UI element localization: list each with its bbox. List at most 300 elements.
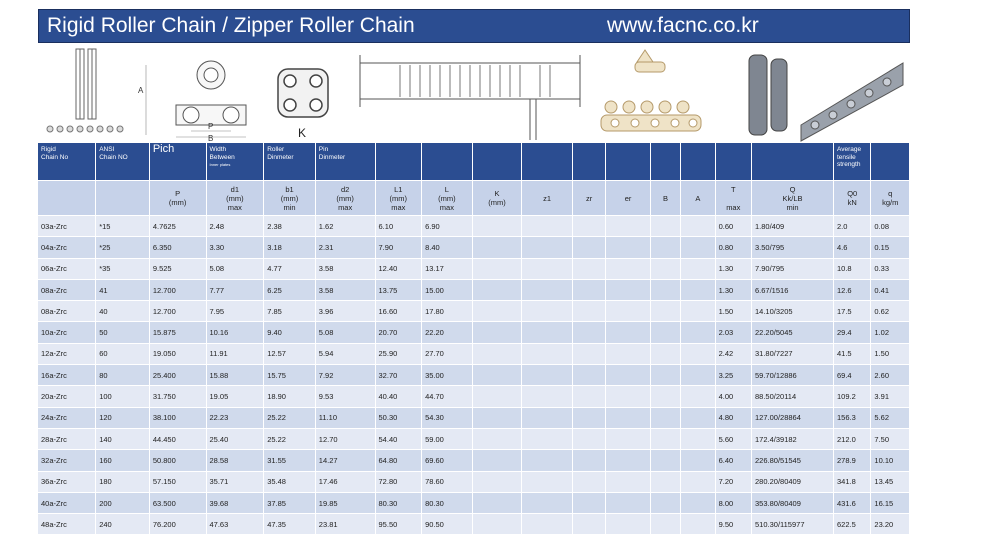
table-cell bbox=[606, 407, 651, 428]
table-cell: 278.9 bbox=[833, 450, 870, 471]
table-cell bbox=[522, 322, 573, 343]
table-cell: 69.4 bbox=[833, 365, 870, 386]
table-cell bbox=[606, 343, 651, 364]
table-cell: 28a-Zrc bbox=[38, 428, 96, 449]
table-cell: 0.41 bbox=[871, 279, 910, 300]
table-cell bbox=[572, 386, 605, 407]
table-cell: 13.17 bbox=[422, 258, 473, 279]
table-cell: 0.62 bbox=[871, 301, 910, 322]
header-unit-cell: zr bbox=[572, 181, 605, 216]
table-cell: 22.20 bbox=[422, 322, 473, 343]
table-cell: 2.60 bbox=[871, 365, 910, 386]
table-cell: 80.30 bbox=[422, 492, 473, 513]
header-cell: Pin Dinmeter bbox=[315, 143, 375, 181]
table-cell: 15.88 bbox=[206, 365, 264, 386]
table-cell: 0.80 bbox=[715, 237, 751, 258]
table-cell: 19.85 bbox=[315, 492, 375, 513]
table-cell bbox=[522, 471, 573, 492]
table-cell: 226.80/51545 bbox=[752, 450, 834, 471]
header-unit-cell: d1 (mm) max bbox=[206, 181, 264, 216]
header-cell bbox=[650, 143, 680, 181]
table-row bbox=[38, 386, 910, 407]
table-cell: 13.45 bbox=[871, 471, 910, 492]
table-cell: 1.50 bbox=[715, 301, 751, 322]
header-unit-cell: q kg/m bbox=[871, 181, 910, 216]
table-cell: 7.50 bbox=[871, 428, 910, 449]
table-cell bbox=[572, 279, 605, 300]
table-cell bbox=[522, 492, 573, 513]
table-row bbox=[38, 365, 910, 386]
table-cell: 32.70 bbox=[375, 365, 422, 386]
table-cell: 23.20 bbox=[871, 514, 910, 535]
table-cell bbox=[572, 407, 605, 428]
k-link-diagram bbox=[274, 45, 334, 142]
table-cell: 9.525 bbox=[149, 258, 206, 279]
table-row bbox=[38, 492, 910, 513]
table-cell: 37.85 bbox=[264, 492, 316, 513]
table-cell: 2.48 bbox=[206, 216, 264, 237]
table-cell: 172.4/39182 bbox=[752, 428, 834, 449]
table-cell: 2.42 bbox=[715, 343, 751, 364]
header-cell: Roller Dinmeter bbox=[264, 143, 316, 181]
table-cell: 10.16 bbox=[206, 322, 264, 343]
table-cell bbox=[572, 428, 605, 449]
table-cell: 15.75 bbox=[264, 365, 316, 386]
table-cell: 622.5 bbox=[833, 514, 870, 535]
table-cell bbox=[472, 322, 522, 343]
table-cell bbox=[681, 407, 715, 428]
table-cell: 19.05 bbox=[206, 386, 264, 407]
header-unit-cell bbox=[96, 181, 150, 216]
title-bar bbox=[38, 9, 910, 43]
table-cell: 50 bbox=[96, 322, 150, 343]
table-cell: 7.90/795 bbox=[752, 258, 834, 279]
header-cell bbox=[572, 143, 605, 181]
table-cell bbox=[472, 237, 522, 258]
table-cell: 40.40 bbox=[375, 386, 422, 407]
table-cell bbox=[681, 450, 715, 471]
table-cell: *25 bbox=[96, 237, 150, 258]
table-cell bbox=[472, 492, 522, 513]
table-cell: 6.67/1516 bbox=[752, 279, 834, 300]
table-cell: 44.70 bbox=[422, 386, 473, 407]
table-row bbox=[38, 216, 910, 237]
table-cell bbox=[472, 279, 522, 300]
table-cell: 60 bbox=[96, 343, 150, 364]
table-cell bbox=[650, 279, 680, 300]
header-unit-cell: b1 (mm) min bbox=[264, 181, 316, 216]
svg-text:B: B bbox=[208, 134, 214, 142]
header-unit-cell: L (mm) max bbox=[422, 181, 473, 216]
table-cell: 200 bbox=[96, 492, 150, 513]
header-unit-cell: Q0 kN bbox=[833, 181, 870, 216]
table-cell: 59.00 bbox=[422, 428, 473, 449]
table-row bbox=[38, 301, 910, 322]
table-cell: 22.23 bbox=[206, 407, 264, 428]
table-cell bbox=[681, 322, 715, 343]
table-cell: 04a-Zrc bbox=[38, 237, 96, 258]
table-cell bbox=[606, 216, 651, 237]
table-cell: 127.00/28864 bbox=[752, 407, 834, 428]
table-cell: 140 bbox=[96, 428, 150, 449]
header-cell bbox=[681, 143, 715, 181]
table-cell bbox=[606, 492, 651, 513]
table-cell: 0.15 bbox=[871, 237, 910, 258]
table-cell: 59.70/12886 bbox=[752, 365, 834, 386]
table-cell: 12.70 bbox=[315, 428, 375, 449]
table-cell: 25.40 bbox=[206, 428, 264, 449]
table-cell bbox=[522, 386, 573, 407]
table-cell: 50.30 bbox=[375, 407, 422, 428]
table-cell bbox=[606, 514, 651, 535]
table-cell bbox=[681, 365, 715, 386]
table-cell bbox=[572, 343, 605, 364]
table-cell: 4.6 bbox=[833, 237, 870, 258]
table-cell: 32a-Zrc bbox=[38, 450, 96, 471]
header-unit-cell: T max bbox=[715, 181, 751, 216]
table-cell bbox=[650, 237, 680, 258]
table-cell bbox=[522, 450, 573, 471]
table-cell: 24a-Zrc bbox=[38, 407, 96, 428]
table-cell: 06a-Zrc bbox=[38, 258, 96, 279]
table-row bbox=[38, 258, 910, 279]
table-cell bbox=[650, 301, 680, 322]
header-unit-cell: z1 bbox=[522, 181, 573, 216]
header-cell bbox=[871, 143, 910, 181]
table-cell bbox=[681, 258, 715, 279]
table-cell: 341.8 bbox=[833, 471, 870, 492]
header-cell bbox=[606, 143, 651, 181]
table-cell: 47.63 bbox=[206, 514, 264, 535]
table-cell: 6.25 bbox=[264, 279, 316, 300]
table-cell: 20.70 bbox=[375, 322, 422, 343]
table-cell: 8.40 bbox=[422, 237, 473, 258]
table-cell: 03a-Zrc bbox=[38, 216, 96, 237]
header-cell bbox=[422, 143, 473, 181]
table-cell bbox=[650, 471, 680, 492]
site-url[interactable]: www.facnc.co.kr bbox=[607, 14, 759, 37]
table-cell: 12.40 bbox=[375, 258, 422, 279]
table-cell: 15.875 bbox=[149, 322, 206, 343]
header-cell: Pich bbox=[149, 143, 206, 181]
table-cell bbox=[472, 514, 522, 535]
diagram-strip bbox=[38, 45, 910, 143]
table-cell: 6.90 bbox=[422, 216, 473, 237]
table-cell: 18.90 bbox=[264, 386, 316, 407]
header-cell: Average tensile strength bbox=[833, 143, 870, 181]
table-row bbox=[38, 514, 910, 535]
table-cell: 5.08 bbox=[315, 322, 375, 343]
header-cell bbox=[715, 143, 751, 181]
header-cell bbox=[522, 143, 573, 181]
table-cell bbox=[522, 407, 573, 428]
table-cell bbox=[606, 386, 651, 407]
table-cell: 31.750 bbox=[149, 386, 206, 407]
table-row bbox=[38, 407, 910, 428]
header-unit-cell bbox=[38, 181, 96, 216]
table-cell: 212.0 bbox=[833, 428, 870, 449]
table-cell: 90.50 bbox=[422, 514, 473, 535]
table-cell: 353.80/80409 bbox=[752, 492, 834, 513]
table-cell: 80 bbox=[96, 365, 150, 386]
table-cell bbox=[572, 514, 605, 535]
table-cell bbox=[606, 471, 651, 492]
table-cell bbox=[606, 322, 651, 343]
header-unit-cell: L1 (mm) max bbox=[375, 181, 422, 216]
table-cell: 25.400 bbox=[149, 365, 206, 386]
table-cell bbox=[572, 216, 605, 237]
table-cell: 1.62 bbox=[315, 216, 375, 237]
table-cell bbox=[472, 365, 522, 386]
table-cell: *35 bbox=[96, 258, 150, 279]
table-cell bbox=[606, 301, 651, 322]
table-cell bbox=[650, 428, 680, 449]
table-cell: 2.0 bbox=[833, 216, 870, 237]
table-cell bbox=[572, 258, 605, 279]
table-cell bbox=[472, 428, 522, 449]
page-title: Rigid Roller Chain / Zipper Roller Chain bbox=[47, 14, 415, 37]
table-cell bbox=[650, 365, 680, 386]
table-cell: 7.85 bbox=[264, 301, 316, 322]
table-cell: 14.27 bbox=[315, 450, 375, 471]
table-row bbox=[38, 237, 910, 258]
table-row bbox=[38, 343, 910, 364]
table-cell: 4.77 bbox=[264, 258, 316, 279]
table-cell bbox=[472, 301, 522, 322]
table-cell: 1.30 bbox=[715, 258, 751, 279]
table-cell bbox=[650, 514, 680, 535]
table-cell bbox=[572, 301, 605, 322]
table-row bbox=[38, 450, 910, 471]
table-cell bbox=[606, 258, 651, 279]
header-cell: Width Between Inner plates bbox=[206, 143, 264, 181]
svg-text:P: P bbox=[208, 122, 214, 131]
table-cell bbox=[522, 301, 573, 322]
table-cell: 13.75 bbox=[375, 279, 422, 300]
table-cell: 0.33 bbox=[871, 258, 910, 279]
table-cell bbox=[681, 514, 715, 535]
chain-side-view-diagram bbox=[350, 45, 592, 142]
table-cell bbox=[522, 343, 573, 364]
table-cell: 5.94 bbox=[315, 343, 375, 364]
table-cell: 63.500 bbox=[149, 492, 206, 513]
table-row bbox=[38, 279, 910, 300]
table-cell: 36a-Zrc bbox=[38, 471, 96, 492]
header-unit-cell: er bbox=[606, 181, 651, 216]
table-cell bbox=[472, 343, 522, 364]
table-cell bbox=[681, 492, 715, 513]
table-cell: 1.80/409 bbox=[752, 216, 834, 237]
table-cell bbox=[650, 492, 680, 513]
table-cell bbox=[681, 471, 715, 492]
table-cell: 31.55 bbox=[264, 450, 316, 471]
table-cell: 3.58 bbox=[315, 279, 375, 300]
table-cell: 5.60 bbox=[715, 428, 751, 449]
table-cell bbox=[572, 322, 605, 343]
table-cell: 6.10 bbox=[375, 216, 422, 237]
table-cell: 3.18 bbox=[264, 237, 316, 258]
table-cell: 54.30 bbox=[422, 407, 473, 428]
table-cell bbox=[472, 450, 522, 471]
table-cell: 9.50 bbox=[715, 514, 751, 535]
table-cell: 17.5 bbox=[833, 301, 870, 322]
table-cell: 11.10 bbox=[315, 407, 375, 428]
table-cell: 31.80/7227 bbox=[752, 343, 834, 364]
table-cell: 1.02 bbox=[871, 322, 910, 343]
table-cell: 0.60 bbox=[715, 216, 751, 237]
table-header-row-2 bbox=[38, 181, 910, 216]
table-cell: 40a-Zrc bbox=[38, 492, 96, 513]
table-cell bbox=[681, 301, 715, 322]
table-cell: 120 bbox=[96, 407, 150, 428]
header-unit-cell: d2 (mm) max bbox=[315, 181, 375, 216]
svg-text:K: K bbox=[298, 126, 307, 140]
table-cell: 2.03 bbox=[715, 322, 751, 343]
table-cell: 2.31 bbox=[315, 237, 375, 258]
table-cell bbox=[606, 237, 651, 258]
table-cell: 9.53 bbox=[315, 386, 375, 407]
table-cell: 3.96 bbox=[315, 301, 375, 322]
table-cell bbox=[606, 365, 651, 386]
table-cell: 64.80 bbox=[375, 450, 422, 471]
table-cell: 4.00 bbox=[715, 386, 751, 407]
table-cell bbox=[650, 407, 680, 428]
table-cell: 54.40 bbox=[375, 428, 422, 449]
header-unit-cell: P (mm) bbox=[149, 181, 206, 216]
table-cell: 48a-Zrc bbox=[38, 514, 96, 535]
table-cell: 280.20/80409 bbox=[752, 471, 834, 492]
zipper-links-diagram bbox=[593, 45, 713, 142]
table-cell: 7.20 bbox=[715, 471, 751, 492]
table-cell: 16a-Zrc bbox=[38, 365, 96, 386]
table-cell: 8.00 bbox=[715, 492, 751, 513]
table-cell: 72.80 bbox=[375, 471, 422, 492]
table-cell: 5.62 bbox=[871, 407, 910, 428]
table-cell bbox=[650, 343, 680, 364]
table-cell: 88.50/20114 bbox=[752, 386, 834, 407]
table-cell: 0.08 bbox=[871, 216, 910, 237]
header-unit-cell: Q Kk/LB min bbox=[752, 181, 834, 216]
table-cell bbox=[572, 237, 605, 258]
table-cell: 3.25 bbox=[715, 365, 751, 386]
table-cell: 39.68 bbox=[206, 492, 264, 513]
table-cell: 510.30/115977 bbox=[752, 514, 834, 535]
link-profile-diagram bbox=[136, 45, 271, 142]
table-cell: 12.57 bbox=[264, 343, 316, 364]
table-cell bbox=[681, 279, 715, 300]
table-cell: 50.800 bbox=[149, 450, 206, 471]
table-cell: 35.71 bbox=[206, 471, 264, 492]
table-cell: 2.38 bbox=[264, 216, 316, 237]
table-cell: 57.150 bbox=[149, 471, 206, 492]
table-cell: 25.22 bbox=[264, 407, 316, 428]
table-header-row-1 bbox=[38, 143, 910, 181]
table-cell: 29.4 bbox=[833, 322, 870, 343]
table-cell: 17.46 bbox=[315, 471, 375, 492]
chain-spec-table bbox=[38, 143, 910, 535]
table-cell bbox=[522, 428, 573, 449]
table-cell: 7.92 bbox=[315, 365, 375, 386]
table-cell: 100 bbox=[96, 386, 150, 407]
table-cell: 10a-Zrc bbox=[38, 322, 96, 343]
header-cell: ANSI Chain NO bbox=[96, 143, 150, 181]
table-row bbox=[38, 428, 910, 449]
table-cell bbox=[650, 216, 680, 237]
table-cell: 160 bbox=[96, 450, 150, 471]
table-cell bbox=[681, 428, 715, 449]
table-cell: 12.6 bbox=[833, 279, 870, 300]
table-cell bbox=[472, 407, 522, 428]
table-cell bbox=[606, 450, 651, 471]
table-cell: 41 bbox=[96, 279, 150, 300]
table-cell: 47.35 bbox=[264, 514, 316, 535]
table-cell: 7.77 bbox=[206, 279, 264, 300]
header-unit-cell: K (mm) bbox=[472, 181, 522, 216]
table-cell: 35.00 bbox=[422, 365, 473, 386]
table-cell: 3.30 bbox=[206, 237, 264, 258]
table-cell: 7.95 bbox=[206, 301, 264, 322]
table-cell bbox=[472, 471, 522, 492]
table-cell: 240 bbox=[96, 514, 150, 535]
table-cell: 25.22 bbox=[264, 428, 316, 449]
table-cell bbox=[606, 428, 651, 449]
table-cell: 4.80 bbox=[715, 407, 751, 428]
header-unit-cell: A bbox=[681, 181, 715, 216]
table-cell: 4.7625 bbox=[149, 216, 206, 237]
table-cell: 3.58 bbox=[315, 258, 375, 279]
table-cell bbox=[681, 343, 715, 364]
svg-text:A: A bbox=[138, 86, 144, 95]
table-cell: 23.81 bbox=[315, 514, 375, 535]
table-cell: 6.40 bbox=[715, 450, 751, 471]
table-cell bbox=[572, 365, 605, 386]
table-cell bbox=[681, 237, 715, 258]
table-cell: 19.050 bbox=[149, 343, 206, 364]
table-cell bbox=[650, 386, 680, 407]
header-cell: Rigid Chain No bbox=[38, 143, 96, 181]
table-cell: 12.700 bbox=[149, 301, 206, 322]
table-cell: 6.350 bbox=[149, 237, 206, 258]
table-cell: 25.90 bbox=[375, 343, 422, 364]
table-cell: 1.50 bbox=[871, 343, 910, 364]
table-cell: 3.50/795 bbox=[752, 237, 834, 258]
table-cell: 11.91 bbox=[206, 343, 264, 364]
table-cell: 20a-Zrc bbox=[38, 386, 96, 407]
table-cell bbox=[522, 279, 573, 300]
table-cell: 431.6 bbox=[833, 492, 870, 513]
table-cell: 16.60 bbox=[375, 301, 422, 322]
table-cell: 80.30 bbox=[375, 492, 422, 513]
table-cell bbox=[572, 450, 605, 471]
vertical-chain-diagram bbox=[40, 45, 130, 140]
table-cell: 10.8 bbox=[833, 258, 870, 279]
table-cell bbox=[522, 216, 573, 237]
table-cell: 156.3 bbox=[833, 407, 870, 428]
table-cell: 12.700 bbox=[149, 279, 206, 300]
table-row bbox=[38, 471, 910, 492]
table-cell bbox=[606, 279, 651, 300]
table-cell bbox=[681, 386, 715, 407]
table-cell bbox=[572, 471, 605, 492]
table-cell: 10.10 bbox=[871, 450, 910, 471]
table-cell: 35.48 bbox=[264, 471, 316, 492]
table-cell: 109.2 bbox=[833, 386, 870, 407]
table-cell bbox=[472, 386, 522, 407]
table-cell: 17.80 bbox=[422, 301, 473, 322]
table-cell: 14.10/3205 bbox=[752, 301, 834, 322]
table-cell: 22.20/5045 bbox=[752, 322, 834, 343]
table-cell bbox=[522, 514, 573, 535]
